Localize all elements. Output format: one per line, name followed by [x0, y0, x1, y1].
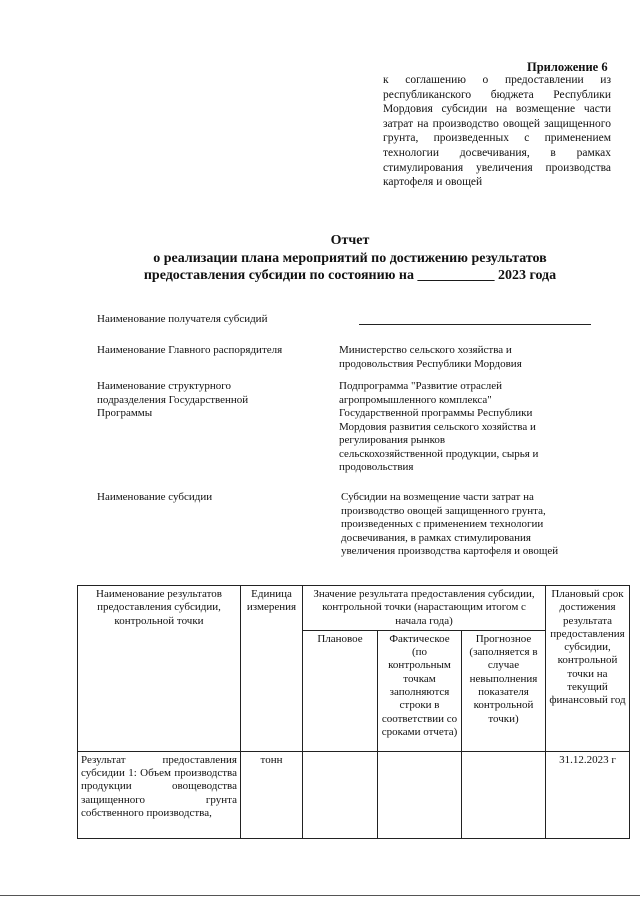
row-unit: тонн [241, 751, 303, 838]
page-bottom-rule [0, 895, 640, 896]
recipient-underline [359, 324, 591, 325]
row-name: Результат предоставления субсидии 1: Объем производства продукции овощеводства защищенного грунта собственного производства, [78, 751, 241, 838]
header-planned: Плановое [303, 630, 378, 751]
row-planned [303, 751, 378, 838]
header-forecast: Прогнозное (заполняется в случае невыполнения показателя контрольной точки) [462, 630, 546, 751]
appendix-title: Приложение 6 [527, 60, 608, 74]
header-deadline: Плановый срок достижения результата предоставления субсидии, контрольной точки на текущий финансовый год [546, 586, 630, 752]
manager-value: Министерство сельского хозяйства и продовольствия Республики Мордовия [339, 344, 522, 370]
structural-label: Наименование структурного подразделения Государственной Программы [97, 380, 249, 419]
report-subtitle-line2: предоставления субсидии по состоянию на ___________ 2023 года [143, 268, 557, 283]
subsidy-value: Субсидии на возмещение части затрат на производство овощей защищенного грунта, произведенных с применением технологии досвечивания, в рамках стимулирования увеличения производства картофеля и овощей [341, 491, 559, 557]
row-actual [378, 751, 462, 838]
structural-value: Подпрограмма "Развитие отраслей агропромышленного комплекса" Государственной программы Республики Мордовия развития сельского хозяйства и регулирования рынков сельскохозяйственной продукции, сырья и продовольствия [339, 380, 539, 473]
results-table [77, 585, 630, 839]
table-row [78, 751, 630, 838]
row-deadline: 31.12.2023 г [546, 751, 630, 838]
header-unit: Единица измерения [241, 586, 303, 752]
subsidy-label: Наименование субсидии [97, 491, 213, 503]
report-subtitle-line1: о реализации плана мероприятий по достижению результатов [153, 251, 547, 266]
manager-label: Наименование Главного распорядителя [97, 344, 283, 356]
report-title: Отчет [330, 233, 370, 248]
header-name: Наименование результатов предоставления субсидии, контрольной точки [78, 586, 241, 752]
appendix-text: к соглашению о предоставлении из республиканского бюджета Республики Мордовия субсидии на возмещение части затрат на производство овощей защищенного грунта, произведенных с применением технологии досвечивания, в рамках стимулирования увеличения производства картофеля и овощей [383, 74, 611, 189]
table-header-row [78, 586, 630, 631]
recipient-label: Наименование получателя субсидий [97, 313, 268, 325]
header-actual: Фактическое (по контрольным точкам заполняются строки в соответствии со сроками отчета) [378, 630, 462, 751]
header-value: Значение результата предоставления субсидии, контрольной точки (нарастающим итогом с начала года) [303, 586, 546, 631]
row-forecast [462, 751, 546, 838]
